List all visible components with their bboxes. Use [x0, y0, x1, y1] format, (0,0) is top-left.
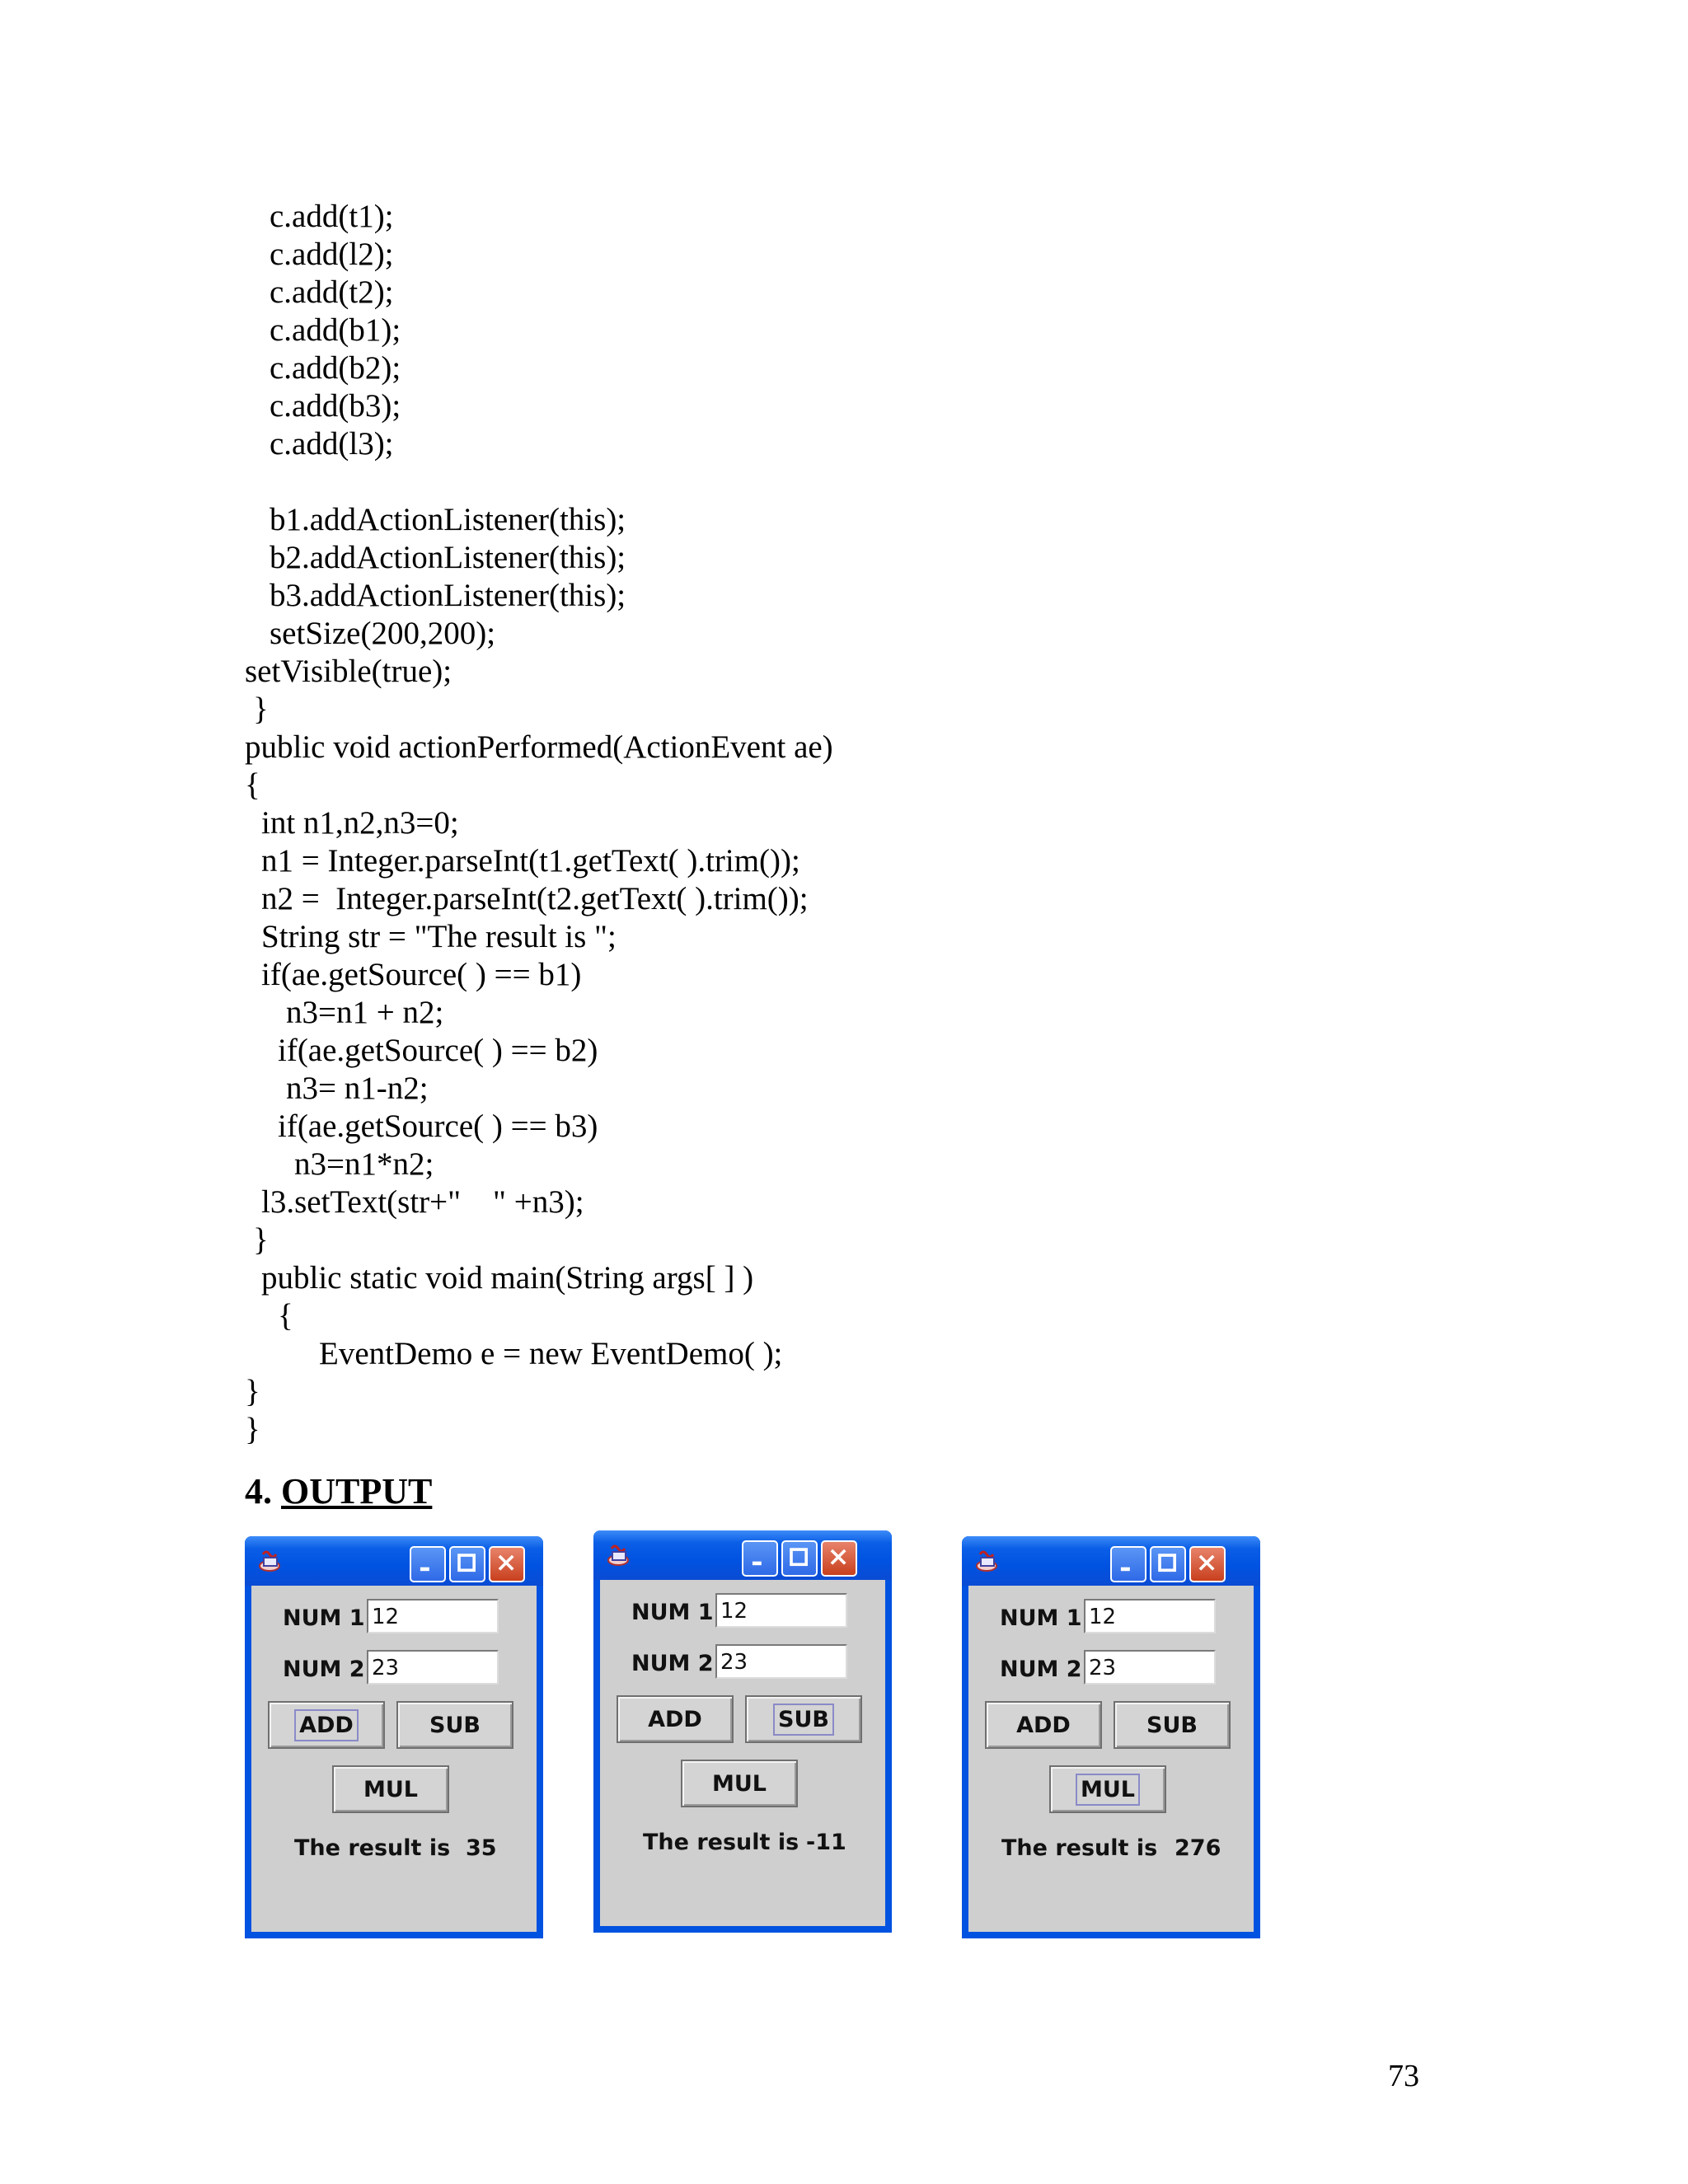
num2-label: NUM 2 — [631, 1651, 714, 1676]
code-line: EventDemo e = new EventDemo( ); — [319, 1336, 783, 1371]
sub-button[interactable]: SUB — [1114, 1701, 1231, 1749]
minimize-button[interactable] — [1110, 1546, 1146, 1582]
code-line: b2.addActionListener(this); — [270, 540, 626, 575]
code-line: public void actionPerformed(ActionEvent ae) — [245, 729, 833, 765]
code-line: } — [253, 1222, 269, 1258]
sub-button[interactable]: SUB — [745, 1695, 862, 1743]
add-button[interactable]: ADD — [985, 1701, 1102, 1749]
num1-field[interactable]: 12 — [715, 1593, 847, 1628]
num2-field[interactable]: 23 — [367, 1650, 499, 1685]
result-value: -11 — [806, 1830, 846, 1855]
maximize-button[interactable] — [1150, 1546, 1186, 1582]
minimize-icon — [1112, 1548, 1145, 1581]
code-line: String str = "The result is "; — [261, 919, 617, 954]
page-number: 73 — [1388, 2059, 1419, 2093]
code-line: public static void main(String args[ ] ) — [261, 1260, 754, 1296]
code-line: if(ae.getSource( ) == b2) — [278, 1033, 598, 1068]
code-line: c.add(l2); — [270, 237, 394, 272]
code-line: if(ae.getSource( ) == b1) — [261, 957, 582, 992]
mul-button[interactable]: MUL — [681, 1760, 798, 1807]
maximize-icon — [783, 1542, 816, 1575]
calculator-window — [962, 1536, 1260, 1938]
sub-button[interactable]: SUB — [396, 1701, 513, 1749]
code-line: n1 = Integer.parseInt(t1.getText( ).trim()); — [261, 843, 800, 879]
code-line: if(ae.getSource( ) == b3) — [278, 1108, 598, 1144]
result-label: The result is — [643, 1830, 799, 1855]
minimize-button[interactable] — [410, 1546, 446, 1582]
num1-label: NUM 1 — [631, 1600, 714, 1625]
code-line: { — [245, 767, 260, 803]
num2-label: NUM 2 — [1000, 1657, 1082, 1682]
result-value: 35 — [466, 1835, 497, 1861]
title-bar[interactable] — [962, 1536, 1260, 1586]
code-line: l3.setText(str+" " +n3); — [261, 1184, 584, 1220]
close-icon — [1191, 1548, 1224, 1581]
maximize-icon — [451, 1548, 484, 1581]
java-cup-icon — [973, 1548, 1003, 1574]
code-line: b1.addActionListener(this); — [270, 502, 626, 537]
title-bar[interactable] — [245, 1536, 543, 1586]
code-line: n3=n1*n2; — [294, 1146, 434, 1182]
code-line: setSize(200,200); — [270, 616, 496, 651]
result-label: The result is — [294, 1835, 451, 1861]
code-line: n3=n1 + n2; — [286, 995, 444, 1030]
code-line: setVisible(true); — [245, 654, 452, 689]
code-line: n3= n1-n2; — [286, 1071, 429, 1106]
close-button[interactable] — [821, 1540, 857, 1577]
num1-label: NUM 1 — [283, 1605, 365, 1631]
code-line: c.add(b2); — [270, 350, 401, 386]
num1-field[interactable]: 12 — [1084, 1599, 1216, 1633]
num1-label: NUM 1 — [1000, 1605, 1082, 1631]
code-line: int n1,n2,n3=0; — [261, 805, 459, 841]
maximize-button[interactable] — [449, 1546, 485, 1582]
calculator-window — [245, 1536, 543, 1938]
close-icon — [490, 1548, 523, 1581]
java-cup-icon — [256, 1548, 286, 1574]
code-line: } — [253, 691, 269, 727]
code-line: c.add(l3); — [270, 426, 394, 462]
code-line: b3.addActionListener(this); — [270, 578, 626, 613]
code-line: c.add(t1); — [270, 199, 394, 234]
num1-field[interactable]: 12 — [367, 1599, 499, 1633]
add-button[interactable]: ADD — [268, 1701, 385, 1749]
code-line: } — [245, 1374, 260, 1409]
result-value: 276 — [1175, 1835, 1221, 1861]
close-icon — [823, 1542, 856, 1575]
result-label: The result is — [1001, 1835, 1158, 1861]
minimize-icon — [411, 1548, 444, 1581]
calculator-window — [593, 1530, 892, 1933]
code-line: n2 = Integer.parseInt(t2.getText( ).trim()); — [261, 881, 809, 916]
close-button[interactable] — [1189, 1546, 1226, 1582]
num2-label: NUM 2 — [283, 1657, 365, 1682]
section-title: OUTPUT — [281, 1471, 433, 1511]
code-line: } — [245, 1412, 260, 1447]
minimize-button[interactable] — [742, 1540, 778, 1577]
mul-button[interactable]: MUL — [332, 1765, 449, 1813]
close-button[interactable] — [489, 1546, 525, 1582]
mul-button[interactable]: MUL — [1049, 1765, 1166, 1813]
add-button[interactable]: ADD — [617, 1695, 734, 1743]
title-bar[interactable] — [593, 1530, 892, 1580]
maximize-button[interactable] — [781, 1540, 818, 1577]
num2-field[interactable]: 23 — [715, 1644, 847, 1679]
window-content — [600, 1580, 885, 1926]
maximize-icon — [1151, 1548, 1184, 1581]
section-heading — [245, 1470, 432, 1512]
window-content — [251, 1586, 537, 1932]
num2-field[interactable]: 23 — [1084, 1650, 1216, 1685]
code-line: c.add(b1); — [270, 312, 401, 348]
code-line: c.add(b3); — [270, 388, 401, 424]
code-line: c.add(t2); — [270, 274, 394, 310]
code-line: { — [278, 1298, 293, 1333]
minimize-icon — [743, 1542, 776, 1575]
java-cup-icon — [605, 1542, 635, 1568]
window-content — [968, 1586, 1254, 1932]
section-number: 4. — [245, 1471, 281, 1511]
